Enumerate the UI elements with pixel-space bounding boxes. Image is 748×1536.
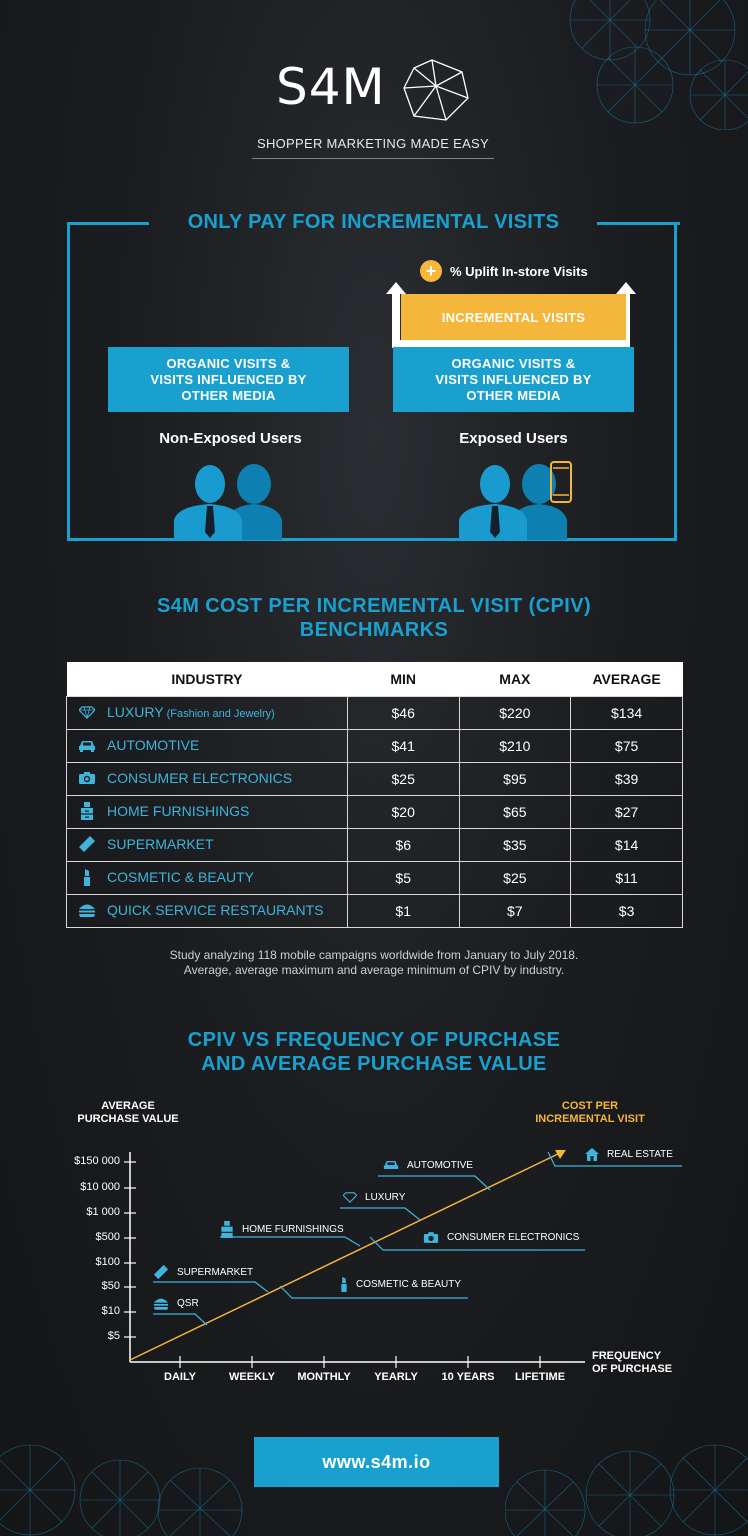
min-cell: $5 xyxy=(347,862,459,895)
category-label: LUXURY xyxy=(365,1192,406,1203)
industry-cell xyxy=(67,730,348,763)
min-cell: $46 xyxy=(347,697,459,730)
y-axis-label-line1: AVERAGE xyxy=(101,1100,155,1112)
average-cell: $134 xyxy=(571,697,683,730)
max-cell: $25 xyxy=(459,862,571,895)
cpiv-chart xyxy=(0,1080,748,1410)
study-note xyxy=(60,948,688,978)
geodesic-decoration-bottom-right xyxy=(505,1420,748,1536)
camera-icon xyxy=(423,1231,439,1244)
chart-title-line1: CPIV VS FREQUENCY OF PURCHASE xyxy=(187,1029,561,1051)
max-cell: $220 xyxy=(459,697,571,730)
category-leader-line xyxy=(340,1208,420,1220)
x-tick-label: MONTHLY xyxy=(297,1371,351,1383)
category-marker xyxy=(343,1192,405,1203)
y-tick-label: $10 000 xyxy=(80,1181,120,1193)
column-header-min: MIN xyxy=(347,662,459,697)
min-cell: $6 xyxy=(347,829,459,862)
min-cell: $1 xyxy=(347,895,459,928)
y-tick-label: $100 xyxy=(95,1256,120,1268)
furniture-icon xyxy=(220,1221,234,1238)
chart-title xyxy=(60,1028,688,1076)
category-label: COSMETIC & BEAUTY xyxy=(356,1278,462,1290)
tagline: SHOPPER MARKETING MADE EASY xyxy=(256,136,490,151)
table-row xyxy=(67,862,683,895)
geodesic-decoration-top-right xyxy=(540,0,748,130)
cpiv-trend-label-line2: INCREMENTAL VISIT xyxy=(535,1113,645,1125)
furniture-icon xyxy=(77,802,97,823)
average-cell: $14 xyxy=(571,829,683,862)
industry-name: HOME FURNISHINGS xyxy=(107,802,250,819)
plus-icon: + xyxy=(420,260,442,282)
table-row xyxy=(67,697,683,730)
column-header-average: AVERAGE xyxy=(571,662,683,697)
organic-visits-label-non-exposed: ORGANIC VISITS & VISITS INFLUENCED BY OTHER MEDIA xyxy=(150,355,307,403)
house-icon xyxy=(585,1148,599,1161)
smartphone-icon xyxy=(549,460,573,504)
cpiv-trend-label-line1: COST PER xyxy=(561,1100,619,1112)
category-label: SUPERMARKET xyxy=(177,1266,254,1278)
cpiv-trend-line xyxy=(130,1153,560,1360)
industry-name: LUXURY xyxy=(107,704,164,721)
logo-polyhedron-icon xyxy=(402,58,470,122)
panel-top-border-left xyxy=(67,222,149,225)
average-cell: $75 xyxy=(571,730,683,763)
car-icon xyxy=(383,1160,399,1171)
exposed-users-label: Exposed Users xyxy=(459,430,568,447)
table-row xyxy=(67,763,683,796)
industry-name: SUPERMARKET xyxy=(107,835,214,852)
y-tick-label: $500 xyxy=(95,1231,120,1243)
organic-visits-label-exposed: ORGANIC VISITS & VISITS INFLUENCED BY OTHER MEDIA xyxy=(435,355,592,403)
category-label: REAL ESTATE xyxy=(607,1149,673,1160)
y-tick-label: $10 xyxy=(101,1305,120,1317)
y-tick-label: $1 000 xyxy=(86,1206,120,1218)
chart-title-line2: AND AVERAGE PURCHASE VALUE xyxy=(201,1053,547,1075)
incremental-panel-title: ONLY PAY FOR INCREMENTAL VISITS xyxy=(187,211,560,233)
industry-cell xyxy=(67,829,348,862)
category-marker xyxy=(340,1276,461,1292)
category-marker xyxy=(383,1160,473,1171)
column-header-max: MAX xyxy=(459,662,571,697)
lipstick-icon xyxy=(340,1276,348,1292)
category-leader-line xyxy=(220,1237,360,1246)
uplift-label: % Uplift In-store Visits xyxy=(450,263,588,279)
table-row xyxy=(67,796,683,829)
category-leader-line xyxy=(153,1314,207,1325)
category-marker xyxy=(153,1264,253,1280)
max-cell: $35 xyxy=(459,829,571,862)
website-button[interactable]: www.s4m.io xyxy=(254,1437,499,1487)
organic-visits-box-non-exposed xyxy=(108,347,349,412)
industry-cell xyxy=(67,697,348,730)
non-exposed-users-label: Non-Exposed Users xyxy=(159,430,302,447)
min-cell: $20 xyxy=(347,796,459,829)
industry-cell xyxy=(67,763,348,796)
diamond-icon xyxy=(77,706,97,722)
category-label: QSR xyxy=(177,1298,199,1309)
lipstick-icon xyxy=(77,868,97,889)
category-leader-line xyxy=(378,1176,490,1190)
max-cell: $65 xyxy=(459,796,571,829)
category-marker xyxy=(423,1231,579,1244)
y-axis-label-line2: PURCHASE VALUE xyxy=(77,1113,179,1125)
x-tick-label: DAILY xyxy=(164,1371,196,1383)
burger-icon xyxy=(153,1297,169,1310)
industry-cell xyxy=(67,796,348,829)
x-axis-label-line2: OF PURCHASE xyxy=(592,1363,673,1375)
industry-note: (Fashion and Jewelry) xyxy=(163,708,275,721)
average-cell: $11 xyxy=(571,862,683,895)
study-note-line1: Study analyzing 118 mobile campaigns worldwide from January to July 2018. xyxy=(169,948,579,962)
benchmarks-title-line2: BENCHMARKS xyxy=(299,619,449,641)
category-marker xyxy=(153,1297,199,1310)
max-cell: $210 xyxy=(459,730,571,763)
camera-icon xyxy=(77,771,97,788)
average-cell: $27 xyxy=(571,796,683,829)
uplift-legend xyxy=(420,260,588,282)
average-cell: $3 xyxy=(571,895,683,928)
industry-name: AUTOMOTIVE xyxy=(107,737,200,754)
category-leader-line xyxy=(153,1282,268,1292)
study-note-line2: Average, average maximum and average minimum of CPIV by industry. xyxy=(183,963,565,977)
x-tick-label: WEEKLY xyxy=(228,1371,276,1383)
x-tick-label: YEARLY xyxy=(374,1371,418,1383)
min-cell: $25 xyxy=(347,763,459,796)
x-tick-label: LIFETIME xyxy=(514,1371,566,1383)
diamond-icon xyxy=(343,1192,357,1203)
x-tick-label: 10 YEARS xyxy=(441,1371,495,1383)
category-marker xyxy=(220,1221,344,1238)
category-label: HOME FURNISHINGS xyxy=(242,1224,344,1235)
industry-name: QUICK SERVICE RESTAURANTS xyxy=(107,902,324,919)
industry-cell xyxy=(67,895,348,928)
industry-name: CONSUMER ELECTRONICS xyxy=(107,770,293,787)
y-tick-label: $5 xyxy=(107,1330,120,1342)
burger-icon xyxy=(77,903,97,920)
non-exposed-users-icon xyxy=(172,462,288,540)
category-marker xyxy=(585,1148,673,1161)
max-cell: $7 xyxy=(459,895,571,928)
table-row xyxy=(67,730,683,763)
column-header-industry: INDUSTRY xyxy=(67,662,348,697)
industry-cell xyxy=(67,862,348,895)
car-icon xyxy=(77,739,97,755)
y-tick-label: $150 000 xyxy=(74,1155,120,1167)
bottle-icon xyxy=(153,1264,169,1280)
tagline-divider xyxy=(252,158,494,159)
geodesic-decoration-bottom-left xyxy=(0,1420,250,1536)
x-axis-label-line1: FREQUENCY xyxy=(592,1350,662,1362)
benchmarks-title xyxy=(60,594,688,642)
y-tick-label: $50 xyxy=(101,1280,120,1292)
incremental-visits-box: INCREMENTAL VISITS xyxy=(401,294,626,340)
benchmarks-title-line1: S4M COST PER INCREMENTAL VISIT (CPIV) xyxy=(156,595,592,617)
table-row xyxy=(67,829,683,862)
logo-wordmark: S4M xyxy=(276,58,386,116)
max-cell: $95 xyxy=(459,763,571,796)
min-cell: $41 xyxy=(347,730,459,763)
table-header-row xyxy=(67,662,683,697)
panel-top-border-right xyxy=(597,222,680,225)
average-cell: $39 xyxy=(571,763,683,796)
organic-visits-box-exposed xyxy=(393,347,634,412)
cpiv-benchmarks-table xyxy=(66,662,683,928)
table-row xyxy=(67,895,683,928)
bottle-icon xyxy=(77,835,97,856)
category-label: CONSUMER ELECTRONICS xyxy=(447,1232,580,1243)
industry-name: COSMETIC & BEAUTY xyxy=(107,868,255,885)
category-label: AUTOMOTIVE xyxy=(407,1160,473,1171)
